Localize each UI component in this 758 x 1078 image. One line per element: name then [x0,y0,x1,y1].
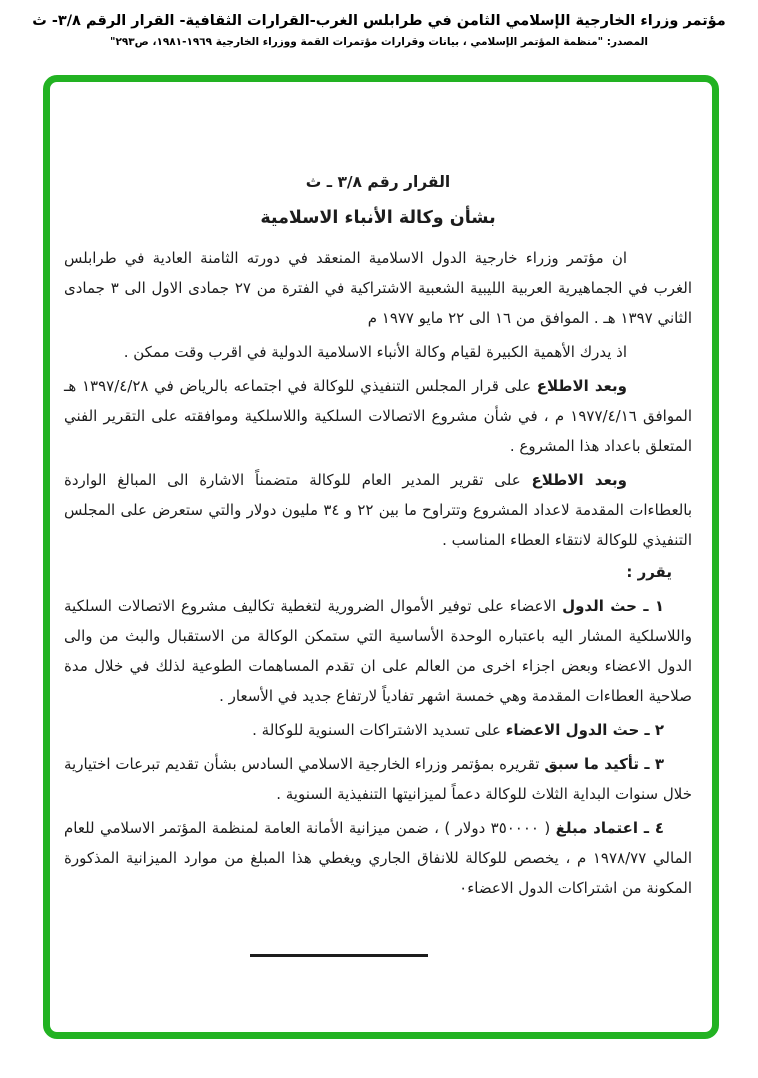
paragraph-text: على قرار المجلس التنفيذي للوكالة في اجتماعه بالرياض في ١٣٩٧/٤/٢٨ هـ الموافق ١٩٧٧/٤/١٦ م ، في شأن مشروع الاتصالات السلكية واللاسلكية وموافقته على التقرير الفني المتعلق باعداد هذا المشروع . [64,377,692,455]
item-text: الاعضاء على توفير الأموال الضرورية لتغطية تكاليف مشروع الاتصالات السلكية واللاسلكية المشار اليه باعتباره الوحدة الأساسية التي ستمكن الوكالة من الاستقبال والبث من والى الدول الاعضاء وبعض اجزاء اخرى من العالم على ان تقدم المساهمات الطوعية لذلك في خلال مدة صلاحية العطاءات المقدمة وهي خمسة اشهر تفادياً لارتفاع جديد في الأسعار . [64,597,692,705]
document-frame [43,75,719,1039]
paragraph-text: اذ يدرك الأهمية الكبيرة لقيام وكالة الأنباء الاسلامية الدولية في اقرب وقت ممكن . [123,343,627,361]
decision-item-2 [64,715,692,745]
resolution-number-title: القرار رقم ٣/٨ ـ ث [305,173,451,191]
item-lead: ١ ـ حث الدول [562,597,664,615]
item-lead: ٣ ـ تأكيد ما سبق [544,755,664,773]
paragraph-director-report [64,465,692,555]
item-text: تقريره بمؤتمر وزراء الخارجية الاسلامي السادس بشأن تقديم تبرعات اختيارية خلال سنوات البداية الثلاث للوكالة دعماً لميزانيتها التنفيذية السنوية . [64,755,692,803]
end-divider [250,954,428,957]
resolution-subject-title: بشأن وكالة الأنباء الاسلامية [260,208,496,228]
decision-label: يقرر : [626,563,672,581]
paragraph-text: على تقرير المدير العام للوكالة متضمناً الاشارة الى المبالغ الواردة بالعطاءات المقدمة لاعداد المشروع وتتراوح ما بين ٢٢ و ٣٤ مليون دولار والتي ستعرض على المجلس التنفيذي للوكالة لانتقاء العطاء المناسب . [64,471,693,549]
paragraph-lead: وبعد الاطلاع [536,377,627,395]
scan-caption [0,11,758,50]
paragraph-preamble [64,243,692,333]
caption-source: المصدر: "منظمة المؤتمر الإسلامي ، بيانات وقرارات مؤتمرات القمة ووزراء الخارجية ١٩٦٩-١٩٨١، ص٢٩٣" [109,36,649,48]
decision-item-3 [64,749,692,809]
document-body [50,82,712,903]
paragraph-text: ان مؤتمر وزراء خارجية الدول الاسلامية المنعقد في دورته الثامنة العادية في طرابلس الغرب في الجماهيرية العربية الليبية الشعبية الاشتراكية في الفترة من ٢٧ جمادى الاول الى ٣ جمادى الثاني ١٣٩٧ هـ . الموافق من ١٦ الى ٢٢ مايو ١٩٧٧ م [64,249,692,327]
paragraph-importance [64,337,692,367]
item-lead: ٤ ـ اعتماد مبلغ [555,819,664,837]
paragraph-lead: وبعد الاطلاع [531,471,627,489]
paragraph-council-decision [64,371,692,461]
item-text: ( ٣٥٠٠٠٠ دولار ) ، ضمن ميزانية الأمانة العامة لمنظمة المؤتمر الاسلامي للعام المالي ١٩٧٨/٧٧ م ، يخصص للوكالة للانفاق الجاري ويغطي هذا المبلغ من موارد الميزانية المذكورة المكونة من اشتراكات الدول الاعضاء٠ [64,819,692,897]
item-lead: ٢ ـ حث الدول الاعضاء [505,721,664,739]
caption-title: مؤتمر وزراء الخارجية الإسلامي الثامن في طرابلس الغرب-القرارات الثقافية- القرار الرقم ٣/٨- ث [32,13,726,29]
decision-item-4 [64,813,692,903]
decision-item-1 [64,591,692,711]
item-text: على تسديد الاشتراكات السنوية للوكالة . [252,721,506,739]
